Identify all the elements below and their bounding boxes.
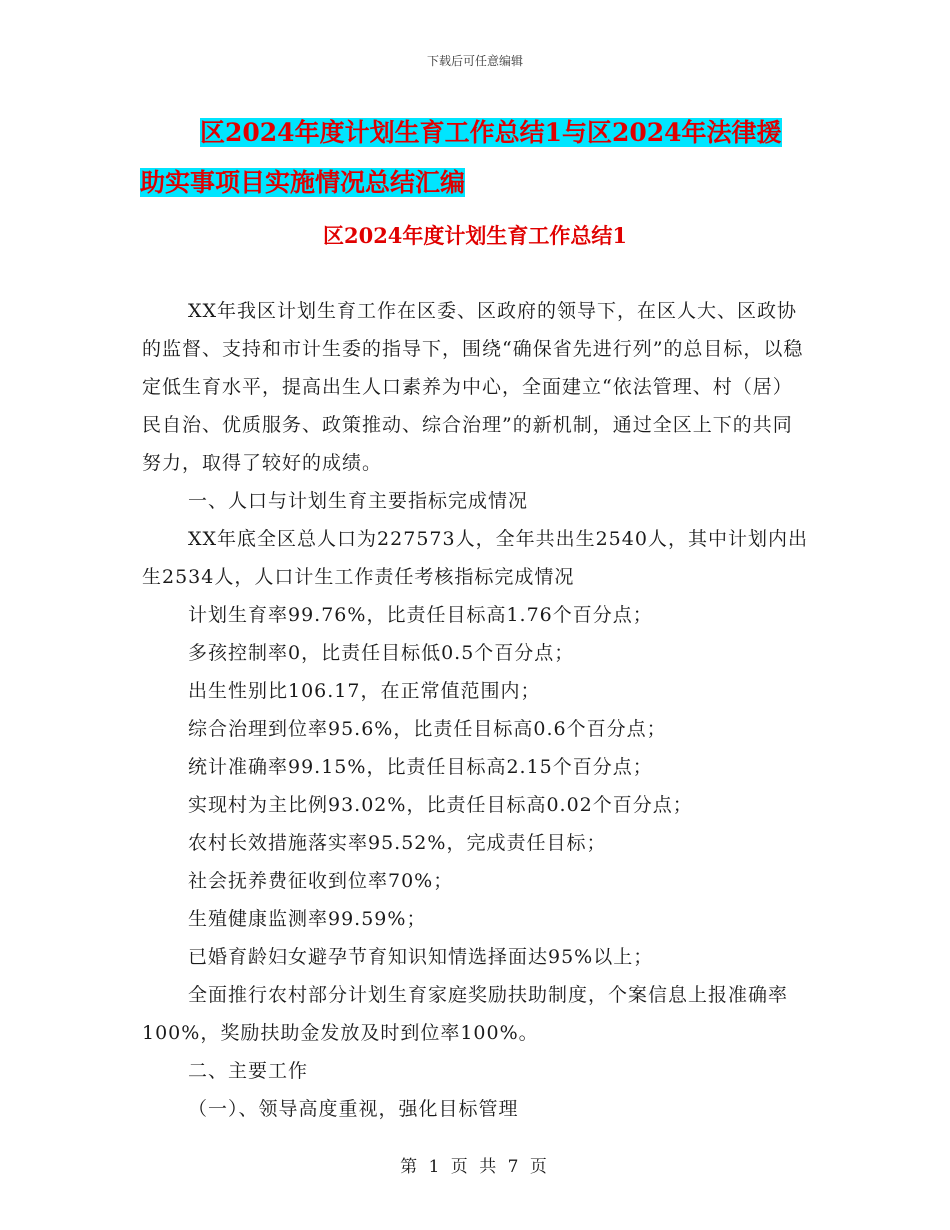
section-title: 区2024年度计划生育工作总结1 bbox=[322, 223, 628, 248]
document-title bbox=[140, 108, 810, 208]
indicator-item: 已婚育龄妇女避孕节育知识知情选择面达95%以上； bbox=[188, 946, 654, 968]
indicator-item: 综合治理到位率95.6%，比责任目标高0.6个百分点； bbox=[188, 718, 667, 740]
paragraph-population: XX年底全区总人口为227573人，全年共出生2540人，其中计划内出生2534人，人口计生工作责任考核指标完成情况 bbox=[142, 528, 808, 588]
heading-subsection-1: （一）、领导高度重视，强化目标管理 bbox=[188, 1098, 519, 1120]
title-line-1: 区2024年度计划生育工作总结1与区2024年法律援 bbox=[200, 118, 782, 147]
indicator-item: 生殖健康监测率99.59%； bbox=[188, 908, 427, 930]
title-line-2: 助实事项目实施情况总结汇编 bbox=[140, 168, 466, 197]
header-note: 下载后可任意编辑 bbox=[426, 54, 523, 68]
body-text bbox=[142, 292, 810, 1128]
heading-indicators: 一、人口与计划生育主要指标完成情况 bbox=[188, 490, 529, 512]
indicator-item: 实现村为主比例93.02%，比责任目标高0.02个百分点； bbox=[188, 794, 693, 816]
indicator-item: 农村长效措施落实率95.52%，完成责任目标； bbox=[188, 832, 607, 854]
indicator-item: 统计准确率99.15%，比责任目标高2.15个百分点； bbox=[188, 756, 653, 778]
page-footer: 第 1 页 共 7 页 bbox=[400, 1157, 550, 1177]
indicator-item: 多孩控制率0，比责任目标低0.5个百分点； bbox=[188, 642, 575, 664]
heading-main-work: 二、主要工作 bbox=[188, 1060, 309, 1082]
paragraph-reward: 全面推行农村部分计划生育家庭奖励扶助制度，个案信息上报准确率100%，奖励扶助金发放及时到位率100%。 bbox=[142, 984, 789, 1044]
indicator-item: 社会抚养费征收到位率70%； bbox=[188, 870, 454, 892]
indicator-item: 出生性别比106.17，在正常值范围内； bbox=[188, 680, 541, 702]
paragraph-intro: XX年我区计划生育工作在区委、区政府的领导下，在区人大、区政协的监督、支持和市计生委的指导下，围绕“确保省先进行列”的总目标，以稳定低生育水平，提高出生人口素养为中心，全面建立“依法管理、村（居）民自治、优质服务、政策推动、综合治理”的新机制，通过全区上下的共同努力，取得了较好的成绩。 bbox=[142, 300, 804, 474]
indicator-item: 计划生育率99.76%，比责任目标高1.76个百分点； bbox=[188, 604, 653, 626]
